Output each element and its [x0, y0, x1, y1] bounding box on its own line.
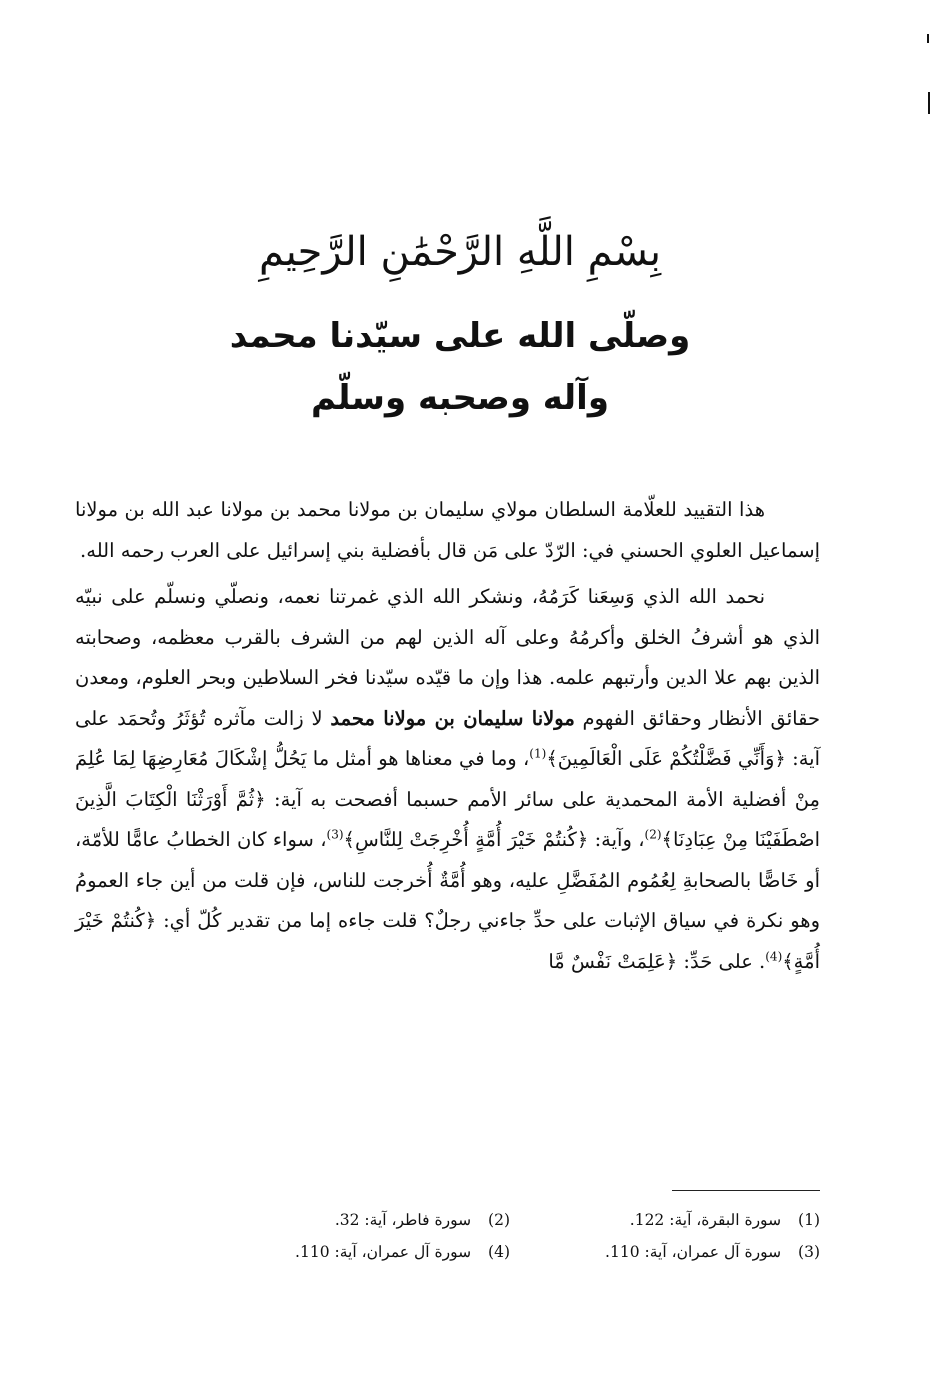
footnote-2 — [200, 1204, 510, 1236]
intro-paragraph: هذا التقييد للعلّامة السلطان مولاي سليمان بن مولانا محمد بن مولانا عبد الله بن مولانا إسماعيل العلوي الحسني في: الرّدّ على مَن قال بأفضلية بني إسرائيل على العرب رحمه الله. — [75, 498, 820, 562]
main-text-seg2: ، وما في معناها هو أمثل ما يَحُلُّ إشْكَالَ مُعَارِضِهَا لِمَا عُلِمَ مِنْ أفضلية الأمة المحمدية على سائر الأمم حسبما أفصحت به آية: ﴿ثُمَّ أَوْرَثْنَا الْكِتَابَ الَّذِينَ اصْطَفَيْنَا مِنْ عِبَادِنَا﴾ — [75, 747, 820, 851]
footnote-ref-1: (1) — [529, 746, 547, 761]
footnote-ref-3: (3) — [326, 827, 344, 842]
footnote-3 — [510, 1236, 820, 1268]
footnote-text: سورة آل عمران، آية: 110. — [295, 1243, 472, 1261]
footnote-number: (3) — [798, 1243, 820, 1261]
footnote-row-1 — [200, 1204, 820, 1236]
footnote-text: سورة فاطر، آية: 32. — [334, 1211, 472, 1229]
salawat-heading — [180, 305, 740, 429]
sultan-name-bold: مولانا سليمان بن مولانا محمد — [330, 706, 575, 730]
salawat-line-2: وآله وصحبه وسلّم — [311, 378, 609, 418]
footnote-number: (4) — [488, 1243, 510, 1261]
footnote-divider — [672, 1190, 820, 1191]
scan-mark — [928, 92, 930, 114]
main-text-seg4: ، سواء كان الخطابُ عامًّا للأمّة، أو خَاصًّا بالصحابةِ لِعُمُوم المُفَضَّلِ عليه، وهو أُمَّةٌ أُخرجت للناس، فإن قلت من أين جاء العمومُ وهو نكرة في سياق الإثبات على حدِّ جاءني رجلٌ؟ قلت جاءه إما من تقدير كُلّ أي: ﴿كُنتُمْ خَيْرَ أُمَّةٍ﴾ — [75, 828, 820, 973]
footnote-text: سورة آل عمران، آية: 110. — [605, 1243, 782, 1261]
footnote-row-2 — [200, 1236, 820, 1268]
body-text — [75, 490, 820, 982]
scan-mark — [927, 34, 929, 43]
main-text-seg1: لا زالت مآثره تُؤثَرُ وتُحمَد على آية: ﴿وَأَنِّي فَضَّلْتُكُمْ عَلَى الْعَالَمِينَ﴾ — [75, 706, 820, 770]
salawat-line-1: وصلّى الله على سيّدنا محمد — [229, 316, 691, 356]
footnote-ref-4: (4) — [765, 949, 783, 963]
footnote-ref-2: (2) — [644, 827, 662, 842]
main-text-seg3: ، وآية: ﴿كُنتُمْ خَيْرَ أُمَّةٍ أُخْرِجَتْ لِلنَّاسِ﴾ — [343, 828, 645, 851]
main-paragraph — [75, 577, 820, 982]
footnotes — [200, 1204, 820, 1268]
footnote-1 — [510, 1204, 820, 1236]
footnote-text: سورة البقرة، آية: 122. — [629, 1211, 782, 1229]
basmala-heading: بِسْمِ اللَّهِ الرَّحْمَٰنِ الرَّحِيمِ — [258, 229, 662, 275]
footnote-4 — [200, 1236, 510, 1268]
footnote-number: (1) — [798, 1211, 820, 1229]
main-text-start: نحمد الله الذي وَسِعَنا كَرَمُهُ، ونشكر الله الذي غمرتنا نعمه، ونصلّي ونسلّم على نبيّه الذي هو أشرفُ الخلق وأكرمُهُ وعلى آله الذين لهم من الشرف بالقرب معظمه، وصحابته الذين بهم علا الدين وأرتبهم علمه. هذا وإن ما قيّده سيّدنا فخر السلاطين وبحر العلوم، ومعدن حقائق الأنظار وحقائق الفهوم — [75, 585, 821, 730]
main-text-seg5: . على حَدِّ: ﴿عَلِمَتْ نَفْسٌ مَّا — [548, 949, 766, 973]
footnote-number: (2) — [488, 1211, 510, 1229]
